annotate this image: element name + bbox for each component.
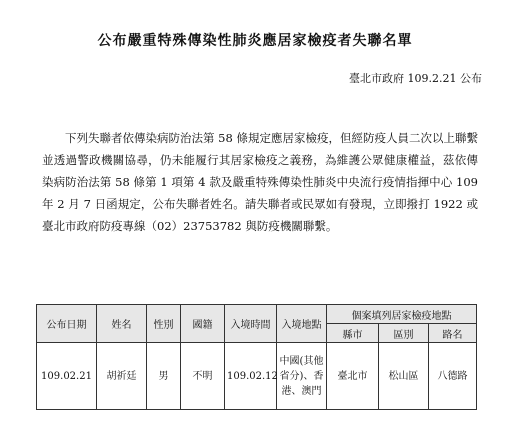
header-city: 縣市: [327, 324, 379, 343]
header-entry-place: 入境地點: [277, 305, 327, 343]
cell-entry-time: 109.02.12: [225, 343, 277, 410]
header-gender: 性別: [147, 305, 181, 343]
document-title: 公布嚴重特殊傳染性肺炎應居家檢疫者失聯名單: [97, 33, 413, 49]
cell-announce-date: 109.02.21: [37, 343, 97, 410]
header-quarantine-location: 個案填列居家檢疫地點: [327, 305, 477, 324]
cell-entry-place: 中國(其他省分)、香港、澳門: [277, 343, 327, 410]
table-row: [37, 343, 477, 410]
missing-persons-table: [36, 304, 477, 410]
issuer-date: 臺北市政府 109.2.21 公布: [349, 72, 482, 85]
header-entry-time: 入境時間: [225, 305, 277, 343]
cell-nationality: 不明: [181, 343, 225, 410]
header-name: 姓名: [97, 305, 147, 343]
header-road: 路名: [429, 324, 477, 343]
cell-gender: 男: [147, 343, 181, 410]
announcement-body: 下列失聯者依傳染病防治法第 58 條規定應居家檢疫，但經防疫人員二次以上聯繫並透過警政機關協尋，仍未能履行其居家檢疫之義務，為維護公眾健康權益，茲依傳染病防治法第 58 條第 1 項第 4 款及嚴重特殊傳染性肺炎中央流行疫情指揮中心 109 年 2 月 7 日函規定，公布失聯者姓名。請失聯者或民眾如有發現，立即撥打 1922 或臺北市政府防疫專線（02）23753782 與防疫機關聯繫。: [42, 131, 478, 233]
cell-name: 胡祈廷: [97, 343, 147, 410]
header-district: 區別: [379, 324, 429, 343]
cell-district: 松山區: [379, 343, 429, 410]
cell-road: 八德路: [429, 343, 477, 410]
header-announce-date: 公布日期: [37, 305, 97, 343]
header-nationality: 國籍: [181, 305, 225, 343]
cell-city: 臺北市: [327, 343, 379, 410]
